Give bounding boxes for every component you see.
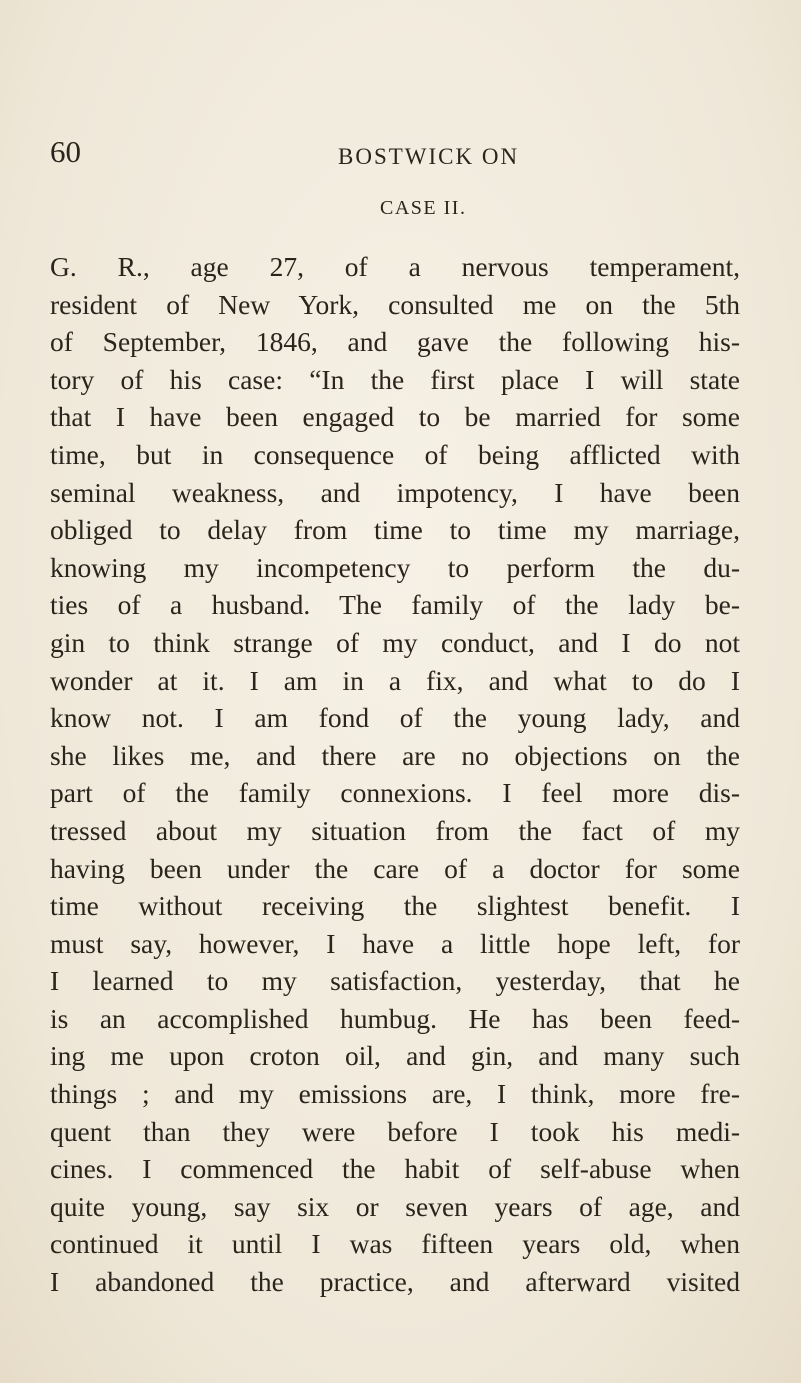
text-line: part of the family connexions. I feel more dis- bbox=[50, 777, 740, 809]
text-line: obliged to delay from time to time my marriage, bbox=[50, 514, 740, 546]
text-line: know not. I am fond of the young lady, and bbox=[50, 702, 740, 734]
text-line: ing me upon croton oil, and gin, and many such bbox=[50, 1040, 740, 1072]
text-line: time without receiving the slightest benefit. I bbox=[50, 890, 740, 922]
text-line: that I have been engaged to be married for some bbox=[50, 401, 740, 433]
text-line: having been under the care of a doctor for some bbox=[50, 852, 740, 884]
text-line: is an accomplished humbug. He has been feed- bbox=[50, 1002, 740, 1034]
text-line: resident of New York, consulted me on the 5th bbox=[50, 288, 740, 320]
text-line: tressed about my situation from the fact of my bbox=[50, 814, 740, 846]
page-number: 60 bbox=[50, 134, 81, 169]
text-line: I abandoned the practice, and afterward visited bbox=[50, 1266, 740, 1298]
text-line: she likes me, and there are no objections on the bbox=[50, 739, 740, 771]
text-line: quite young, say six or seven years of age, and bbox=[50, 1190, 740, 1222]
section-heading: CASE II. bbox=[380, 197, 467, 219]
text-line: gin to think strange of my conduct, and I do not bbox=[50, 626, 740, 658]
text-line: seminal weakness, and impotency, I have been bbox=[50, 476, 740, 508]
text-line: ties of a husband. The family of the lady be- bbox=[50, 589, 740, 621]
text-line: continued it until I was fifteen years old, when bbox=[50, 1228, 740, 1260]
text-line: knowing my incompetency to perform the du- bbox=[50, 551, 740, 583]
text-line: things ; and my emissions are, I think, more fre- bbox=[50, 1078, 740, 1110]
text-line: of September, 1846, and gave the following his- bbox=[50, 326, 740, 358]
text-line: I learned to my satisfaction, yesterday, that he bbox=[50, 965, 740, 997]
text-line: tory of his case: “In the first place I will state bbox=[50, 363, 740, 395]
text-line: quent than they were before I took his medi- bbox=[50, 1115, 740, 1147]
text-line: wonder at it. I am in a fix, and what to do I bbox=[50, 664, 740, 696]
text-line: cines. I commenced the habit of self-abuse when bbox=[50, 1153, 740, 1185]
text-line: G. R., age 27, of a nervous temperament, bbox=[50, 251, 740, 282]
body-paragraph bbox=[50, 248, 740, 1301]
text-line: time, but in consequence of being afflicted with bbox=[50, 438, 740, 470]
text-line: must say, however, I have a little hope left, for bbox=[50, 927, 740, 959]
running-head: BOSTWICK ON bbox=[338, 144, 520, 169]
